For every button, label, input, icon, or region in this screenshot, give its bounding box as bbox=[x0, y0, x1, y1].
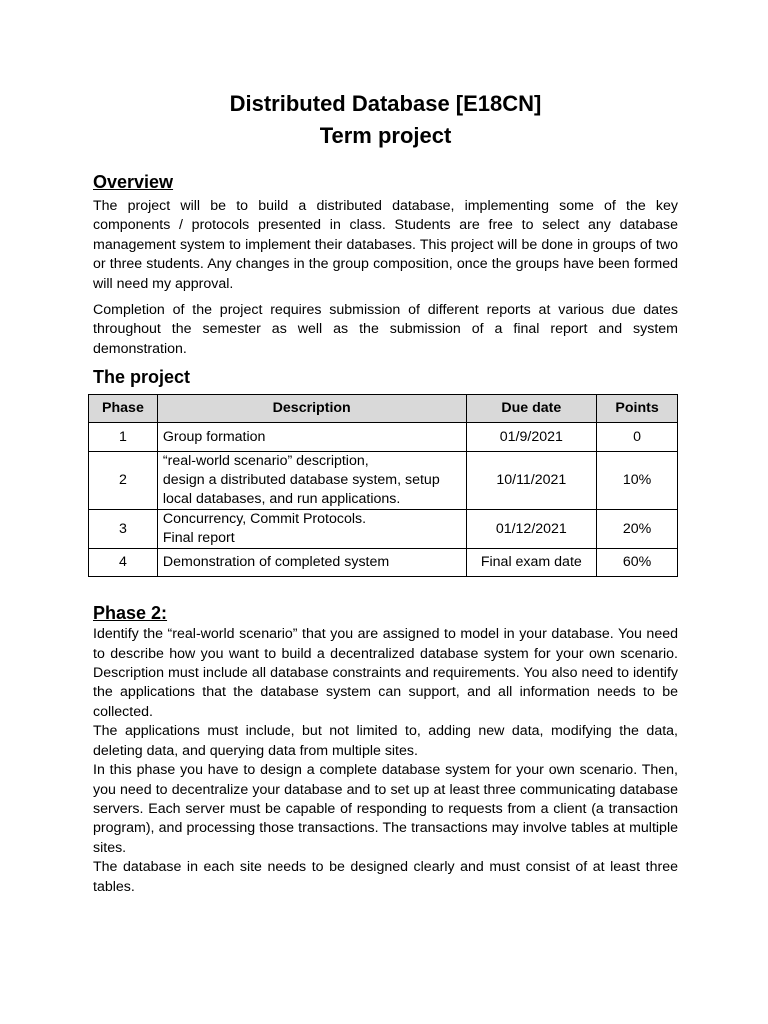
cell-points: 0 bbox=[597, 423, 678, 452]
description-line: Concurrency, Commit Protocols. bbox=[162, 511, 367, 528]
title-line-1: Distributed Database [E18CN] bbox=[229, 91, 542, 116]
overview-heading: Overview bbox=[93, 172, 174, 192]
phase2-body bbox=[93, 625, 678, 897]
cell-due-date: Final exam date bbox=[466, 549, 597, 577]
phase2-heading: Phase 2: bbox=[93, 603, 168, 624]
description-line: Final report bbox=[162, 530, 235, 547]
document-page bbox=[93, 88, 678, 897]
overview-paragraph-1: The project will be to build a distributed database, implementing some of the key components / protocols presented in class. Students are free to select any database management system to implement their databases. This project will be done in groups of two or three students. Any changes in the group composition, once the groups have been formed will need my approval. bbox=[93, 198, 678, 292]
description-line: “real-world scenario” description, bbox=[162, 453, 369, 470]
header-phase: Phase bbox=[89, 395, 158, 423]
description-line: local databases, and run applications. bbox=[162, 491, 401, 508]
cell-description bbox=[157, 423, 466, 452]
header-description: Description bbox=[157, 395, 466, 423]
cell-phase: 1 bbox=[89, 423, 158, 452]
cell-description bbox=[157, 549, 466, 577]
cell-description bbox=[157, 452, 466, 510]
project-heading: The project bbox=[93, 367, 191, 388]
cell-due-date: 10/11/2021 bbox=[466, 452, 597, 510]
description-line: design a distributed database system, setup bbox=[162, 472, 440, 489]
phase2-paragraph-2: The applications must include, but not limited to, adding new data, modifying the data, deleting data, and querying data from multiple sites. bbox=[93, 723, 678, 759]
table-header-row bbox=[89, 395, 678, 423]
cell-points: 10% bbox=[597, 452, 678, 510]
cell-due-date: 01/12/2021 bbox=[466, 510, 597, 549]
phase2-paragraph-4: The database in each site needs to be designed clearly and must consist of at least three tables. bbox=[93, 859, 678, 895]
phase2-paragraph-1: Identify the “real-world scenario” that you are assigned to model in your database. You need to describe how you want to build a decentralized database system for your own scenario. Description must include all database constraints and requirements. You also need to identify the applications that the database system can support, and all information needs to be collected. bbox=[93, 626, 678, 720]
table-row bbox=[89, 510, 678, 549]
phases-table bbox=[88, 394, 678, 577]
title-line-2: Term project bbox=[319, 123, 452, 148]
cell-due-date: 01/9/2021 bbox=[466, 423, 597, 452]
header-due-date: Due date bbox=[466, 395, 597, 423]
cell-description bbox=[157, 510, 466, 549]
cell-phase: 4 bbox=[89, 549, 158, 577]
overview-paragraph-2: Completion of the project requires submission of different reports at various due dates throughout the semester as well as the submission of a final report and system demonstration. bbox=[93, 302, 678, 357]
description-line: Demonstration of completed system bbox=[162, 554, 390, 571]
table-row bbox=[89, 423, 678, 452]
cell-phase: 2 bbox=[89, 452, 158, 510]
phase2-paragraph-3: In this phase you have to design a complete database system for your own scenario. Then, you need to decentralize your database and to set up at least three communicating database servers. Each server must be capable of responding to requests from a client (a transaction program), and processing those transactions. The transactions may involve tables at multiple sites. bbox=[93, 762, 678, 856]
header-points: Points bbox=[597, 395, 678, 423]
cell-phase: 3 bbox=[89, 510, 158, 549]
cell-points: 20% bbox=[597, 510, 678, 549]
table-row bbox=[89, 452, 678, 510]
table-row bbox=[89, 549, 678, 577]
document-title bbox=[93, 88, 678, 152]
cell-points: 60% bbox=[597, 549, 678, 577]
description-line: Group formation bbox=[162, 428, 266, 445]
